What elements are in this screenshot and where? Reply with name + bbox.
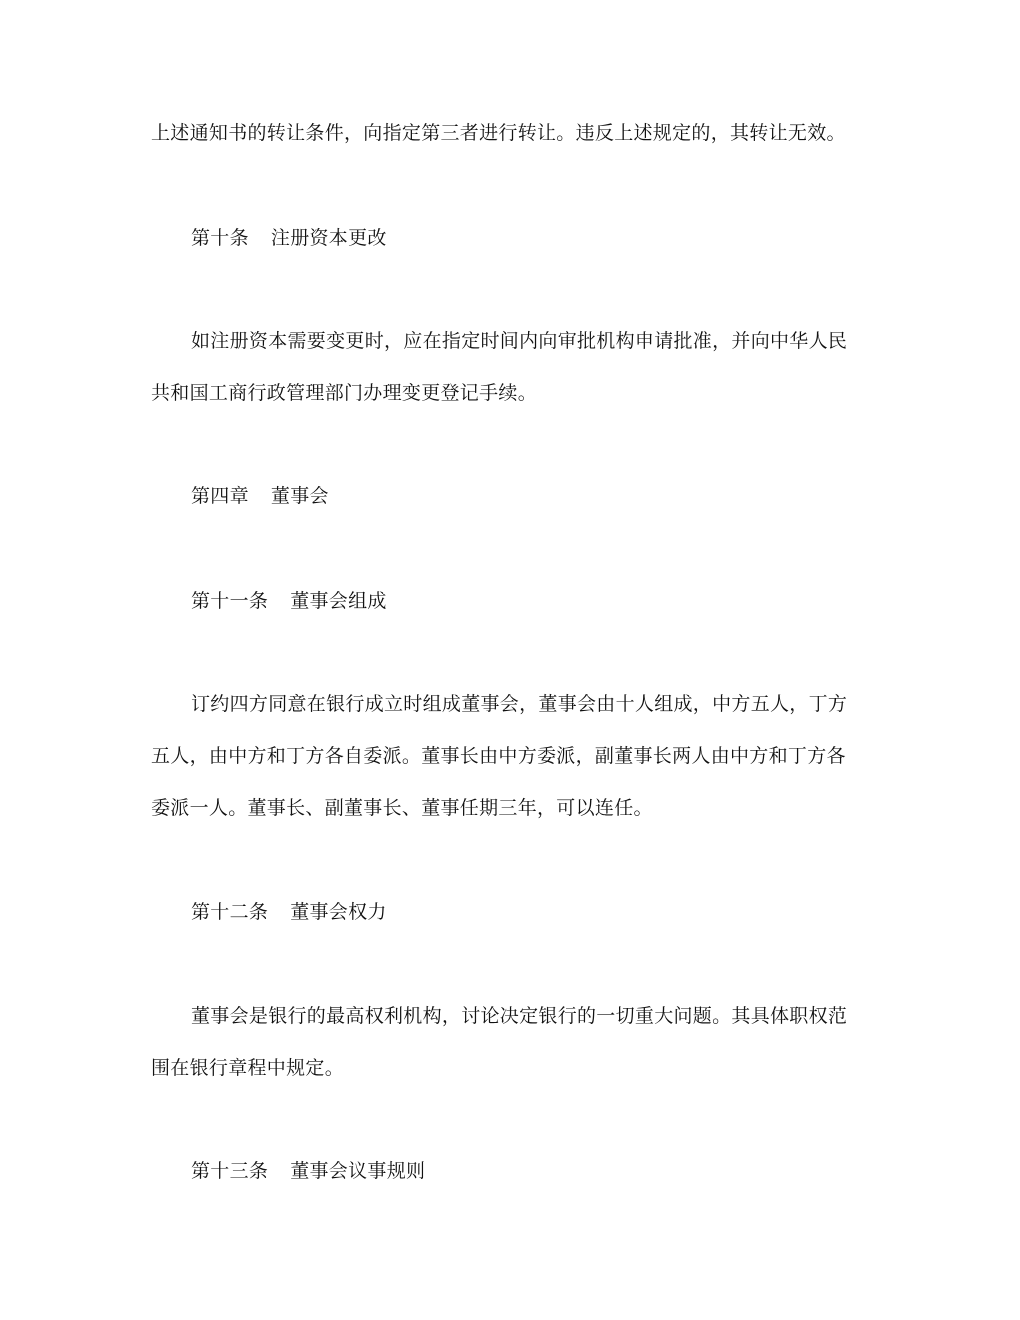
article-number: 第十二条 <box>191 901 269 923</box>
paragraph-line: 董事会是银行的最高权利机构，讨论决定银行的一切重大问题。其具体职权范 <box>191 1005 848 1027</box>
paragraph-line: 共和国工商行政管理部门办理变更登记手续。 <box>151 382 538 404</box>
paragraph-line: 围在银行章程中规定。 <box>151 1057 345 1079</box>
paragraph-line: 五人，由中方和丁方各自委派。董事长由中方委派，副董事长两人由中方和丁方各 <box>151 745 846 767</box>
paragraph-line: 上述通知书的转让条件，向指定第三者进行转让。违反上述规定的，其转让无效。 <box>151 122 846 144</box>
article-11-heading <box>191 589 931 613</box>
article-title: 董事会权力 <box>290 901 387 923</box>
article-12-heading <box>191 900 931 924</box>
article-number: 第十一条 <box>191 590 269 612</box>
paragraph-line: 委派一人。董事长、副董事长、董事任期三年，可以连任。 <box>151 797 653 819</box>
article-10-heading <box>191 226 931 250</box>
paragraph-line: 如注册资本需要变更时，应在指定时间内向审批机构申请批准，并向中华人民 <box>191 330 848 352</box>
article-number: 第十三条 <box>191 1160 269 1182</box>
article-title: 董事会议事规则 <box>290 1160 426 1182</box>
article-title: 注册资本更改 <box>270 227 387 249</box>
article-number: 第十条 <box>191 227 249 249</box>
article-13-heading <box>191 1159 931 1183</box>
chapter-title: 董事会 <box>270 485 329 507</box>
chapter-4-heading <box>191 484 931 508</box>
article-title: 董事会组成 <box>290 590 387 612</box>
paragraph-line: 订约四方同意在银行成立时组成董事会，董事会由十人组成，中方五人，丁方 <box>191 693 848 715</box>
chapter-number: 第四章 <box>191 485 249 507</box>
